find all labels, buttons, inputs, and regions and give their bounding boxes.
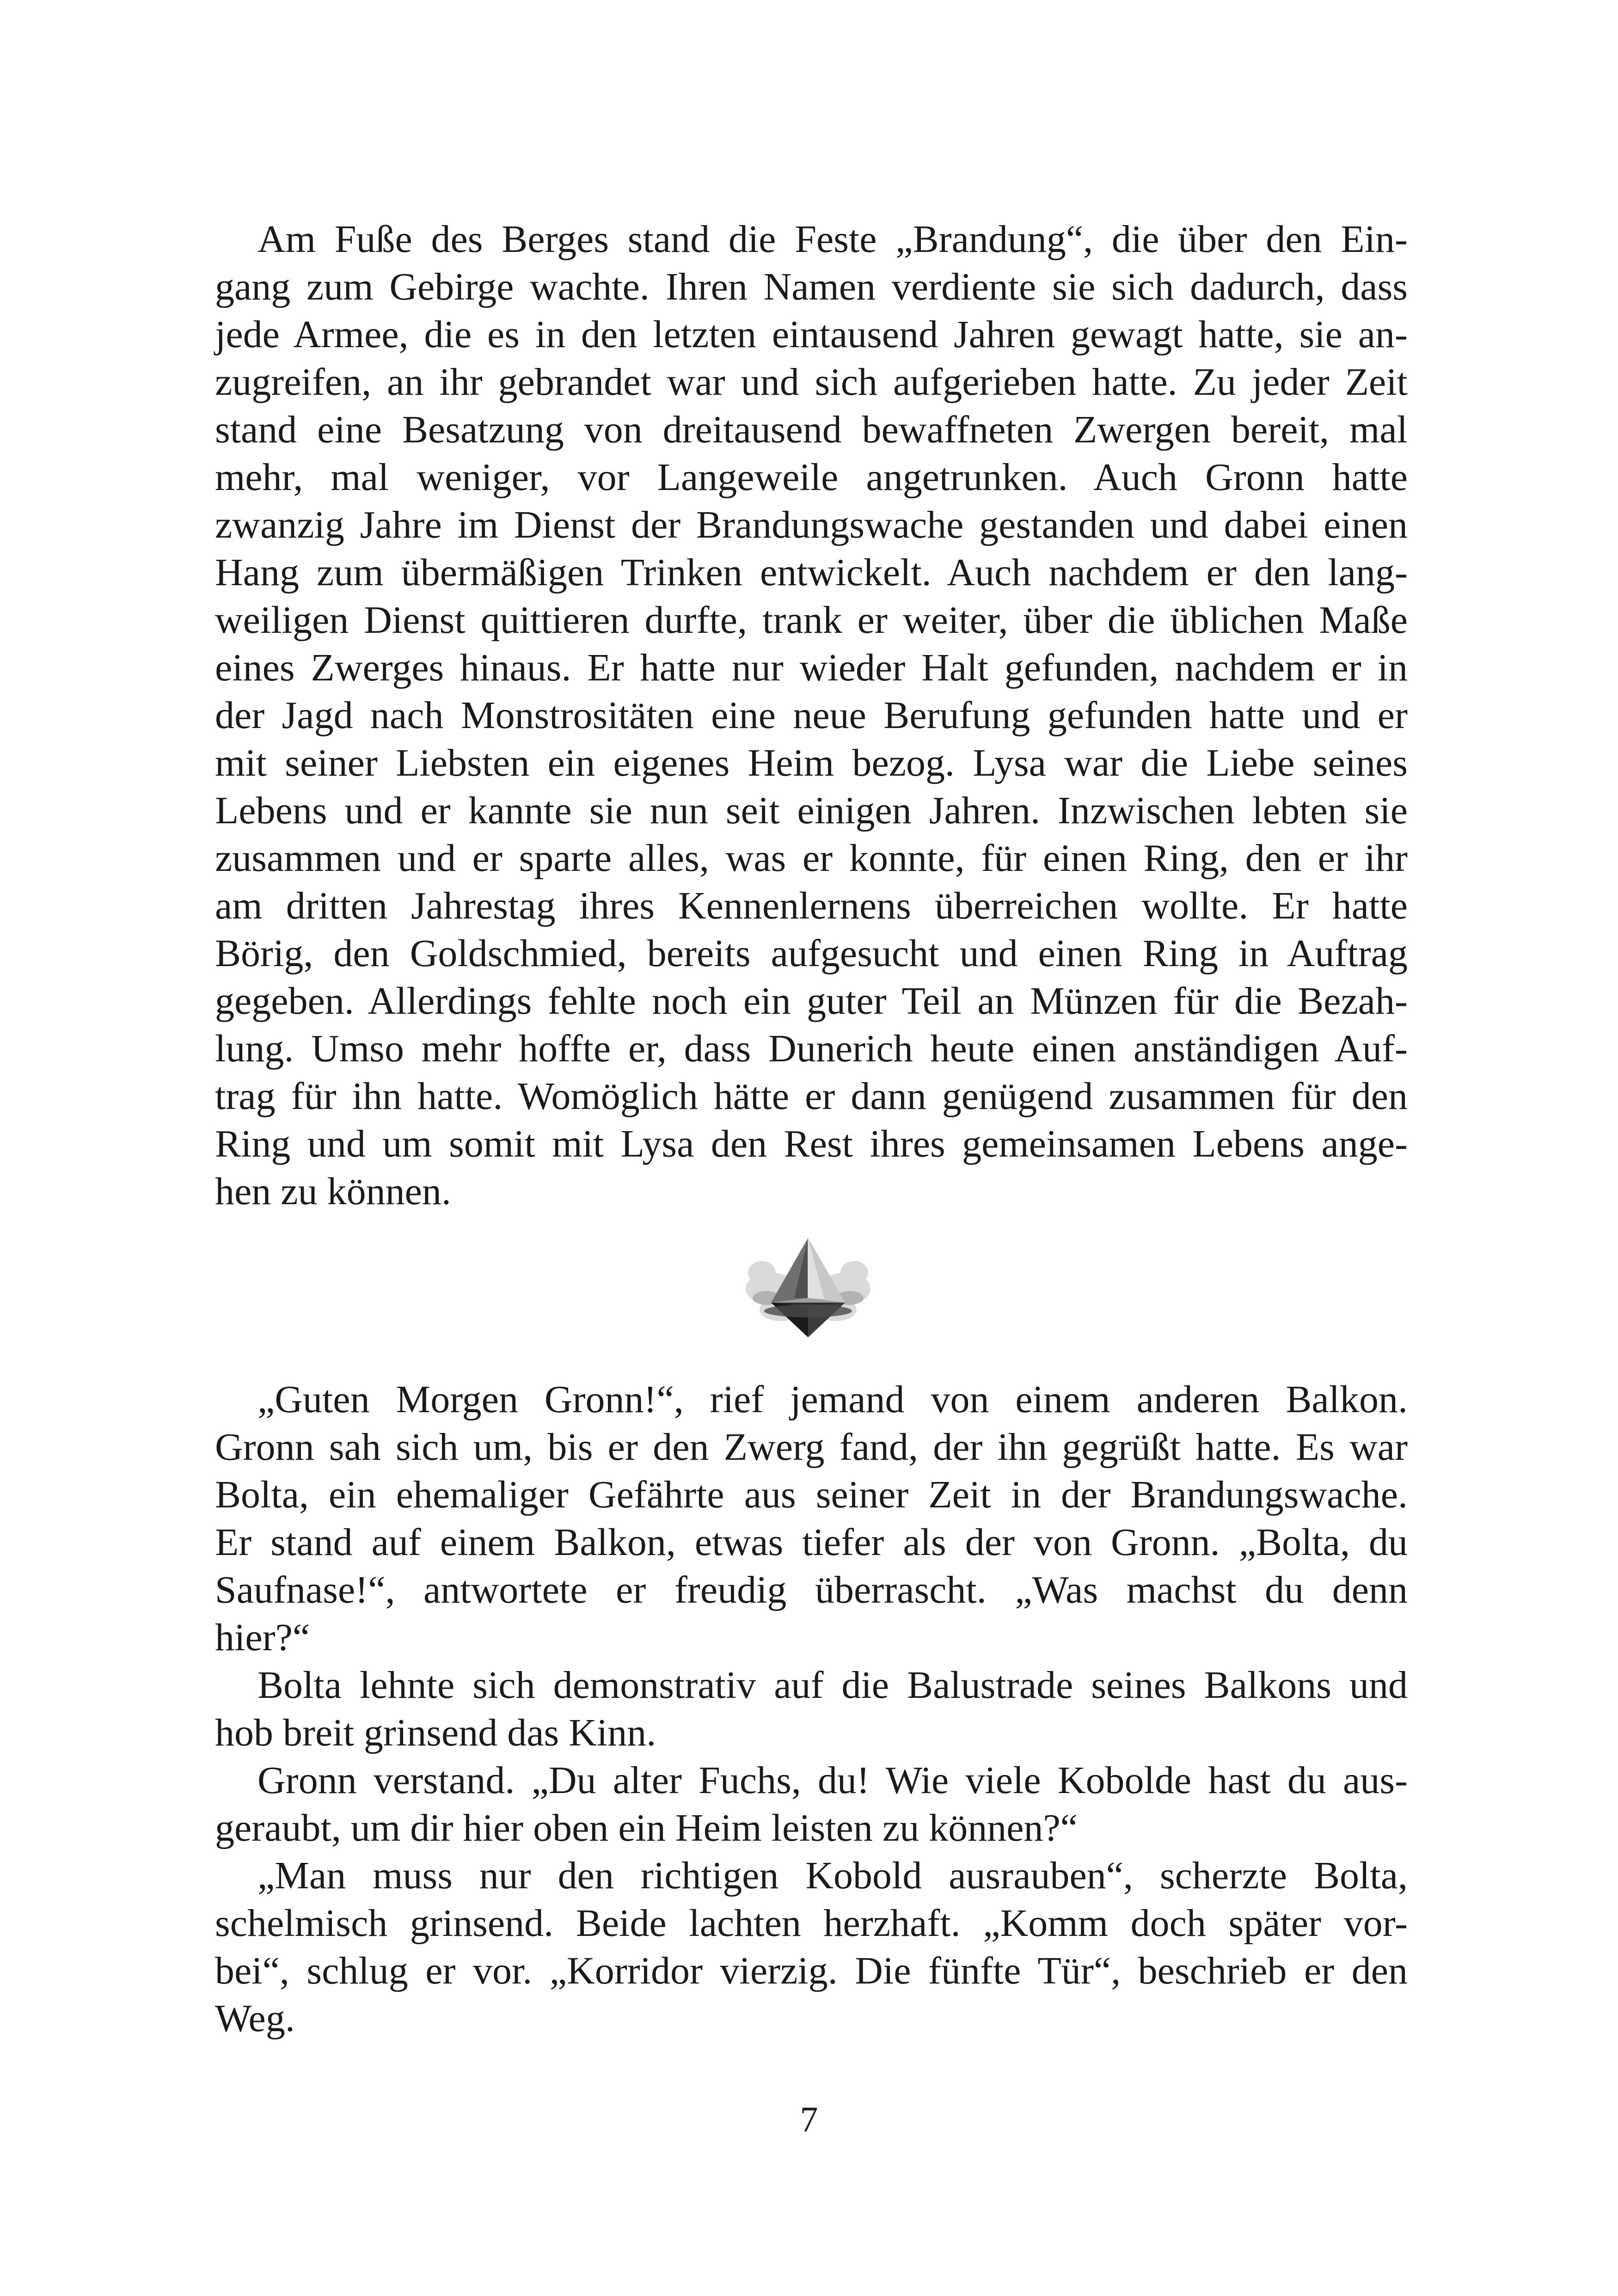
text-line: Hang zum übermäßigen Trinken entwickelt. Auch nachdem er den lang-: [215, 551, 1408, 594]
text-line: trag für ihn hatte. Womöglich hätte er dann genügend zusammen für den: [215, 1075, 1408, 1118]
crystal-ornament-icon: [739, 1229, 877, 1349]
text-line: Weg.: [215, 1997, 295, 2040]
text-line: „Guten Morgen Gronn!“, rief jemand von einem anderen Balkon.: [257, 1378, 1408, 1421]
text-line: zugreifen, an ihr gebrandet war und sich aufgerieben hatte. Zu jeder Zeit: [215, 361, 1408, 404]
text-line: „Man muss nur den richtigen Kobold ausrauben“, scherzte Bolta,: [257, 1854, 1408, 1897]
paragraph-invitation: [215, 1852, 1408, 2042]
text-line: schelmisch grinsend. Beide lachten herzhaft. „Komm doch später vor-: [215, 1902, 1408, 1945]
text-line: stand eine Besatzung von dreitausend bewaffneten Zwergen bereit, mal: [215, 408, 1408, 451]
paragraph-greeting: [215, 1376, 1408, 1661]
text-line: Er stand auf einem Balkon, etwas tiefer als der von Gronn. „Bolta, du: [215, 1521, 1408, 1564]
paragraph-bolta-leans: [215, 1661, 1408, 1757]
text-line: Börig, den Goldschmied, bereits aufgesucht und einen Ring in Auftrag: [215, 932, 1408, 975]
text-line: bei“, schlug er vor. „Korridor vierzig. Die fünfte Tür“, beschrieb er den: [215, 1949, 1408, 1992]
text-line: am dritten Jahrestag ihres Kennenlernens überreichen wollte. Er hatte: [215, 884, 1408, 927]
text-line: der Jagd nach Monstrositäten eine neue Berufung gefunden hatte und er: [215, 694, 1408, 737]
text-line: zusammen und er sparte alles, was er konnte, für einen Ring, den er ihr: [215, 837, 1408, 880]
text-line: hier?“: [215, 1616, 310, 1659]
text-line: Ring und um somit mit Lysa den Rest ihres gemeinsamen Lebens ange-: [215, 1122, 1408, 1165]
text-line: Gronn sah sich um, bis er den Zwerg fand, der ihn gegrüßt hatte. Es war: [215, 1426, 1408, 1469]
text-line: hen zu können.: [215, 1170, 451, 1213]
text-line: gegeben. Allerdings fehlte noch ein guter Teil an Münzen für die Bezah-: [215, 980, 1408, 1022]
text-line: Gronn verstand. „Du alter Fuchs, du! Wie viele Kobolde hast du aus-: [257, 1759, 1408, 1802]
text-line: eines Zwerges hinaus. Er hatte nur wieder Halt gefunden, nachdem er in: [215, 646, 1408, 689]
text-line: Am Fuße des Berges stand die Feste „Brandung“, die über den Ein-: [257, 218, 1408, 261]
text-line: geraubt, um dir hier oben ein Heim leisten zu können?“: [215, 1806, 1078, 1849]
text-line: mit seiner Liebsten ein eigenes Heim bezog. Lysa war die Liebe seines: [215, 741, 1408, 784]
paragraph-one: [215, 215, 1408, 1215]
dialogue-section: [215, 1376, 1408, 2042]
text-line: Saufnase!“, antwortete er freudig überrascht. „Was machst du denn: [215, 1568, 1408, 1611]
text-line: jede Armee, die es in den letzten eintausend Jahren gewagt hatte, sie an-: [215, 313, 1408, 356]
text-line: mehr, mal weniger, vor Langeweile angetrunken. Auch Gronn hatte: [215, 456, 1408, 499]
text-line: hob breit grinsend das Kinn.: [215, 1711, 656, 1754]
paragraph-one-text: [215, 215, 1408, 1215]
text-line: Bolta, ein ehemaliger Gefährte aus seiner Zeit in der Brandungswache.: [215, 1473, 1408, 1516]
text-line: zwanzig Jahre im Dienst der Brandungswache gestanden und dabei einen: [215, 503, 1408, 546]
text-line: Bolta lehnte sich demonstrativ auf die Balustrade seines Balkons und: [257, 1664, 1408, 1707]
text-line: gang zum Gebirge wachte. Ihren Namen verdiente sie sich dadurch, dass: [215, 265, 1408, 308]
paragraph-gronn-understands: [215, 1757, 1408, 1852]
text-line: weiligen Dienst quittieren durfte, trank er weiter, über die üblichen Maße: [215, 599, 1408, 642]
text-line: Lebens und er kannte sie nun seit einigen Jahren. Inzwischen lebten sie: [215, 789, 1408, 832]
page-number: 7: [800, 2099, 818, 2139]
text-line: lung. Umso mehr hoffte er, dass Dunerich heute einen anständigen Auf-: [215, 1027, 1408, 1070]
